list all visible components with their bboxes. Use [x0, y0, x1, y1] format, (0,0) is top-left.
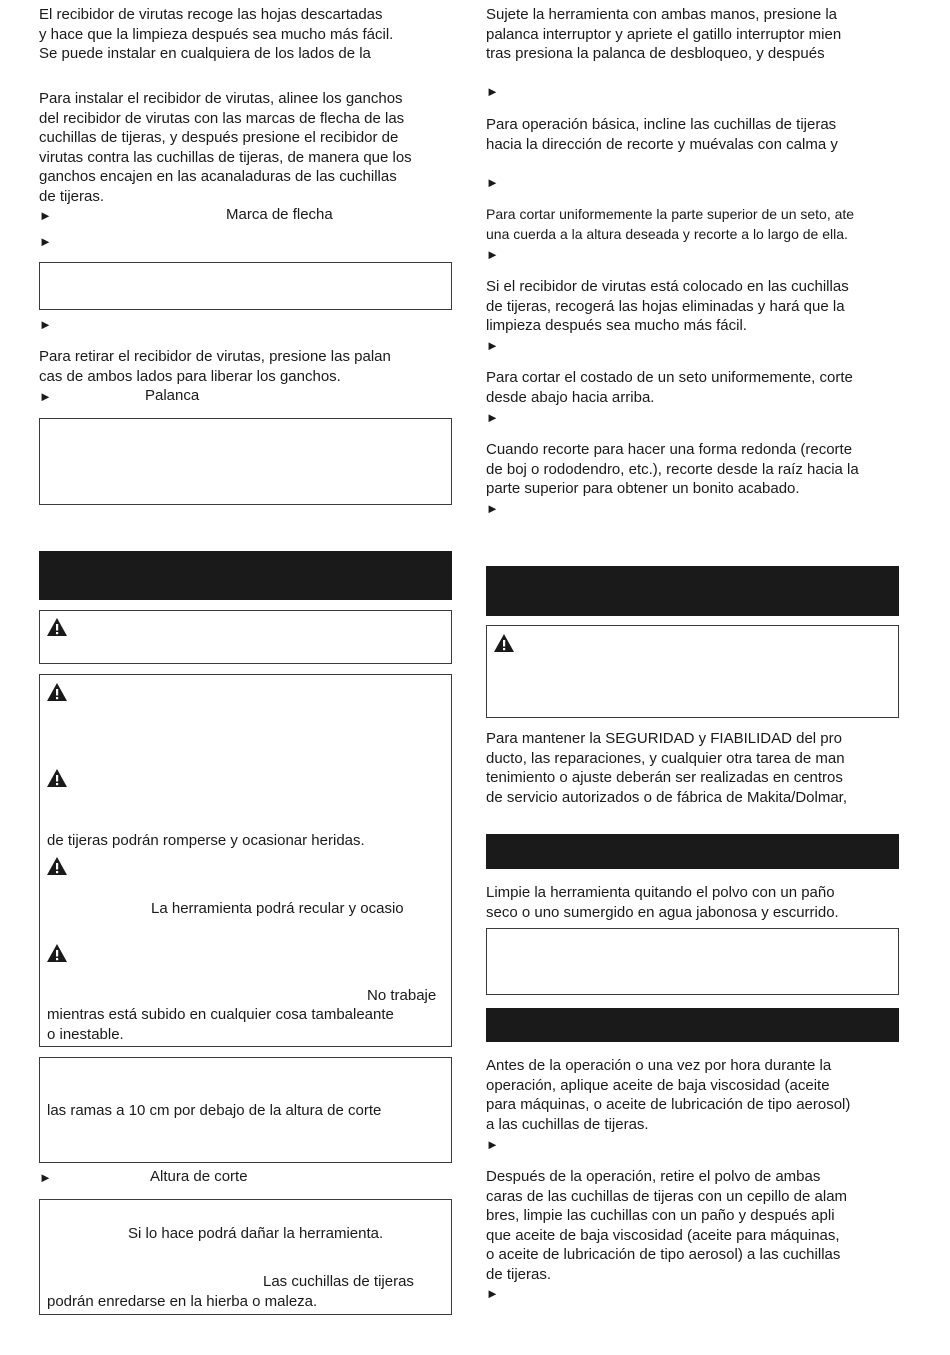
arrow-marker-icon: ► — [486, 1137, 499, 1152]
notice-text-damage: Si lo hace podrá dañar la herramienta. — [128, 1225, 384, 1242]
notice-text-ramas: las ramas a 10 cm por debajo de la altura de corte — [47, 1102, 382, 1119]
arrow-marker-icon: ► — [486, 501, 499, 516]
section-header-bar-maintenance — [486, 566, 899, 616]
arrow-marker-icon: ► — [486, 1286, 499, 1301]
notice-box-empty-1 — [39, 262, 452, 310]
right-paragraph-round-shape: Cuando recorte para hacer una forma redonda (recorte de boj o rododendro, etc.), recorte desde la raíz hacia la parte superior para obtener un bonito acabado. — [486, 441, 859, 497]
warning-text-blades-break: de tijeras podrán romperse y ocasionar heridas. — [47, 832, 365, 849]
warning-triangle-icon — [493, 633, 515, 653]
label-altura-de-corte: Altura de corte — [150, 1168, 248, 1185]
notice-text-blades: Las cuchillas de tijeras — [263, 1273, 414, 1290]
notice-text-tangle: podrán enredarse en la hierba o maleza. — [47, 1293, 318, 1310]
arrow-marker-icon: ► — [486, 247, 499, 262]
section-header-bar-lubrication — [486, 1008, 899, 1042]
notice-box-cleaning — [486, 928, 899, 995]
label-marca-de-flecha: Marca de flecha — [226, 206, 333, 223]
right-paragraph-basic-operation: Para operación básica, incline las cuchillas de tijeras hacia la dirección de recorte y muévalas con calma y — [486, 116, 838, 153]
arrow-marker-icon: ► — [486, 84, 499, 99]
right-paragraph-chip-receiver: Si el recibidor de virutas está colocado en las cuchillas de tijeras, recogerá las hojas eliminadas y hará que la limpieza después sea mucho más fácil. — [486, 278, 849, 334]
arrow-marker-icon: ► — [486, 175, 499, 190]
warning-text-recoil: La herramienta podrá recular y ocasio — [151, 900, 404, 917]
notice-box-empty-2 — [39, 418, 452, 505]
arrow-marker-icon: ► — [486, 338, 499, 353]
section-header-bar-left — [39, 551, 452, 600]
section-header-bar-cleaning — [486, 834, 899, 869]
right-paragraph-oil-after: Después de la operación, retire el polvo de ambas caras de las cuchillas de tijeras con un cepillo de alam bres, limpie las cuchillas con un paño y después apli que aceite de baja viscosidad (aceite para máquinas, o aceite de lubricación de tipo aerosol) a las cuchillas de tijeras. — [486, 1168, 848, 1283]
warning-triangle-icon — [46, 682, 68, 702]
arrow-marker-icon: ► — [39, 234, 52, 249]
right-paragraph-cleaning: Limpie la herramienta quitando el polvo con un paño seco o uno sumergido en agua jabonosa y escurrido. — [486, 884, 839, 921]
left-paragraph-remove: Para retirar el recibidor de virutas, presione las palan cas de ambos lados para liberar los ganchos. — [39, 348, 391, 385]
right-paragraph-side-cut: Para cortar el costado de un seto uniformemente, corte desde abajo hacia arriba. — [486, 369, 853, 406]
warning-box-1 — [39, 610, 452, 664]
right-paragraph-top-cut: Para cortar uniformemente la parte superior de un seto, ate una cuerda a la altura deseada y recorte a lo largo de ella. — [486, 206, 855, 242]
label-palanca: Palanca — [145, 387, 200, 404]
right-paragraph-oil-before: Antes de la operación o una vez por hora durante la operación, aplique aceite de baja viscosidad (aceite para máquinas, o aceite de lubricación de tipo aerosol) a las cuchillas de tijeras. — [486, 1057, 851, 1133]
warning-triangle-icon — [46, 617, 68, 637]
right-paragraph-safety: Para mantener la SEGURIDAD y FIABILIDAD del pro ducto, las reparaciones, y cualquier otra tarea de man tenimiento o ajuste deberán ser realizadas en centros de servicio autorizados o de fábrica de Makita/Dolmar, — [486, 730, 848, 806]
warning-text-no-trabaje: No trabaje — [367, 987, 437, 1004]
left-paragraph-install: Para instalar el recibidor de virutas, alinee los ganchos del recibidor de virutas con las marcas de flecha de las cuchillas de tijeras, y después presione el recibidor de virutas contra las cuchillas de tijeras, de manera que los ganchos encajen en las acanaladuras de las cuchillas de tijeras. — [39, 90, 412, 205]
arrow-marker-icon: ► — [39, 1170, 52, 1185]
left-paragraph-intro: El recibidor de virutas recoge las hojas descartadas y hace que la limpieza después sea mucho más fácil. Se puede instalar en cualquiera de los lados de la — [39, 6, 394, 62]
notice-box-ramas — [39, 1057, 452, 1163]
arrow-marker-icon: ► — [39, 208, 52, 223]
warning-triangle-icon — [46, 943, 68, 963]
warning-triangle-icon — [46, 856, 68, 876]
arrow-marker-icon: ► — [39, 317, 52, 332]
warning-triangle-icon — [46, 768, 68, 788]
arrow-marker-icon: ► — [486, 410, 499, 425]
warning-text-unstable: mientras está subido en cualquier cosa tambaleante o inestable. — [47, 1006, 394, 1043]
arrow-marker-icon: ► — [39, 389, 52, 404]
notice-box-damage — [39, 1199, 452, 1315]
right-paragraph-grip: Sujete la herramienta con ambas manos, presione la palanca interruptor y apriete el gatillo interruptor mien tras presiona la palanca de desbloqueo, y después — [486, 6, 842, 62]
warning-box-maintenance — [486, 625, 899, 718]
warning-box-2 — [39, 674, 452, 1047]
